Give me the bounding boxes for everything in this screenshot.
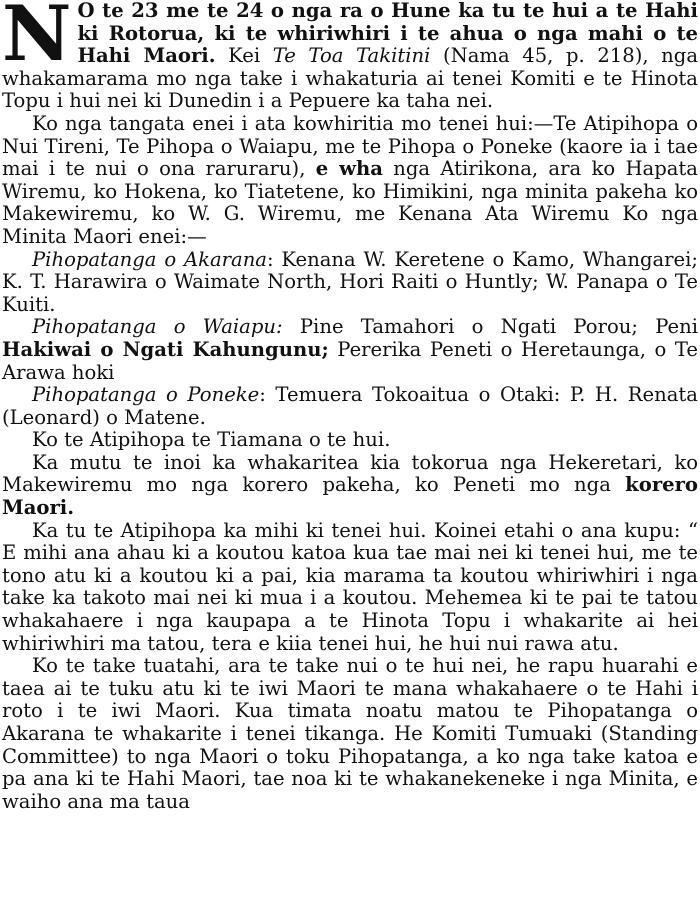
paragraph-first-matter: Ko te take tuatahi, ara te take nui o te hui nei, he rapu huarahi e taea ai te tuku atu ki te iwi Maori te mana whakahaere o te Hahi i roto i te iwi Maori. Kua timata noatu matou te Pihopatanga o Akarana te whakarite i tenei tikanga. He Komiti Tumuaki (Standing Committee) to nga Maori o toku Pihopatanga, a ko nga take katoa e pa ana ki te Hahi Maori, tae noa ki te whakanekeneke i nga Minita, e waiho ana ma taua — [2, 654, 698, 813]
diocese-akarana-text: : Kenana W. Keretene o Kamo, Whangarei; K. T. Harawira o Waimate North, Hori Raiti o Huntly; W. Panapa o Te Kuiti. — [2, 247, 698, 316]
attendees-bold: e wha — [315, 157, 383, 181]
secretaries-bold: korero Maori. — [2, 473, 698, 520]
reference-intro: Kei — [215, 44, 273, 68]
paragraph-diocese-waiapu — [2, 316, 698, 384]
paragraph-chairman: Ko te Atipihopa te Tiamana o te hui. — [32, 428, 391, 452]
paragraph-archbishop-speech: Ka tu te Atipihopa ka mihi ki tenei hui. Koinei etahi o ana kupu: “ E mihi ana ahau ki a koutou katoa kua tae mai nei ki tenei hui, me te tono atu ki a koutou ki a pai, kia marama ta koutou whiriwhiri i nga take ka takoto mai nei ki mua i a koutou. Mehemea ki te pai te tatou whakahaere i nga kaupapa a te Hinota Topu i whakarite ai hei whiriwhiri ma tatou, tera e kiia tenei hui, he hui nui rawa atu. — [2, 518, 698, 655]
paragraph-attendees — [2, 113, 698, 249]
paragraph-secretaries — [2, 452, 698, 520]
secretaries-text: Ka mutu te inoi ka whakaritea kia tokorua nga Hekeretari, ko Makewiremu mo nga korero pakeha, ko Peneti mo nga — [2, 450, 698, 497]
article-body — [2, 0, 698, 813]
reference-title: Te Toa Takitini — [272, 44, 431, 68]
diocese-waiapu-bold: Hakiwai o Ngati Kahungunu; — [2, 337, 329, 361]
diocese-akarana-label: Pihopatanga o Akarana — [32, 247, 267, 271]
attendees-text-1: Ko nga tangata enei i ata kowhiritia mo tenei hui:—Te Atipihopa o Nui Tireni, Te Pihopa o Waiapu, me te Pihopa o Poneke (kaore ia i tae mai i te nui o ona raruraru), — [2, 111, 698, 181]
attendees-text-2: nga Atirikona, ara ko Hapata Wiremu, ko Hokena, ko Tiatetene, ko Himikini, nga minita pakeha ko Makewiremu, ko W. G. Wiremu, me Kenana Ata Wiremu Ko nga Minita Maori enei:— — [2, 157, 698, 248]
diocese-waiapu-text-1: Pine Tamahori o Ngati Porou; Peni — [282, 315, 698, 339]
diocese-waiapu-label: Pihopatanga o Waiapu: — [32, 315, 283, 339]
opening-lead: O te 23 me te 24 o nga ra o Hune ka tu te hui a te Hahi ki Rotorua, ki te whiriwhiri i te ahua o nga mahi o te Hahi Maori. — [77, 0, 698, 68]
reference-rest: (Nama 45, p. 218), nga whakamarama mo nga take i whakaturia ai tenei Komiti e te Hinota Topu i hui nei ki Dunedin i a Pepuere ka taha nei. — [2, 44, 698, 113]
paragraph-diocese-akarana — [2, 249, 698, 317]
paragraph-diocese-poneke — [2, 384, 698, 429]
diocese-poneke-text: : Temuera Tokoaitua o Otaki: P. H. Renata (Leonard) o Matene. — [2, 383, 698, 429]
diocese-poneke-label: Pihopatanga o Poneke — [32, 383, 260, 407]
diocese-waiapu-text-2: Pererika Peneti o Heretaunga, o Te Arawa hoki — [2, 337, 698, 384]
paragraph-opening — [2, 0, 698, 113]
drop-cap: N — [2, 0, 72, 78]
